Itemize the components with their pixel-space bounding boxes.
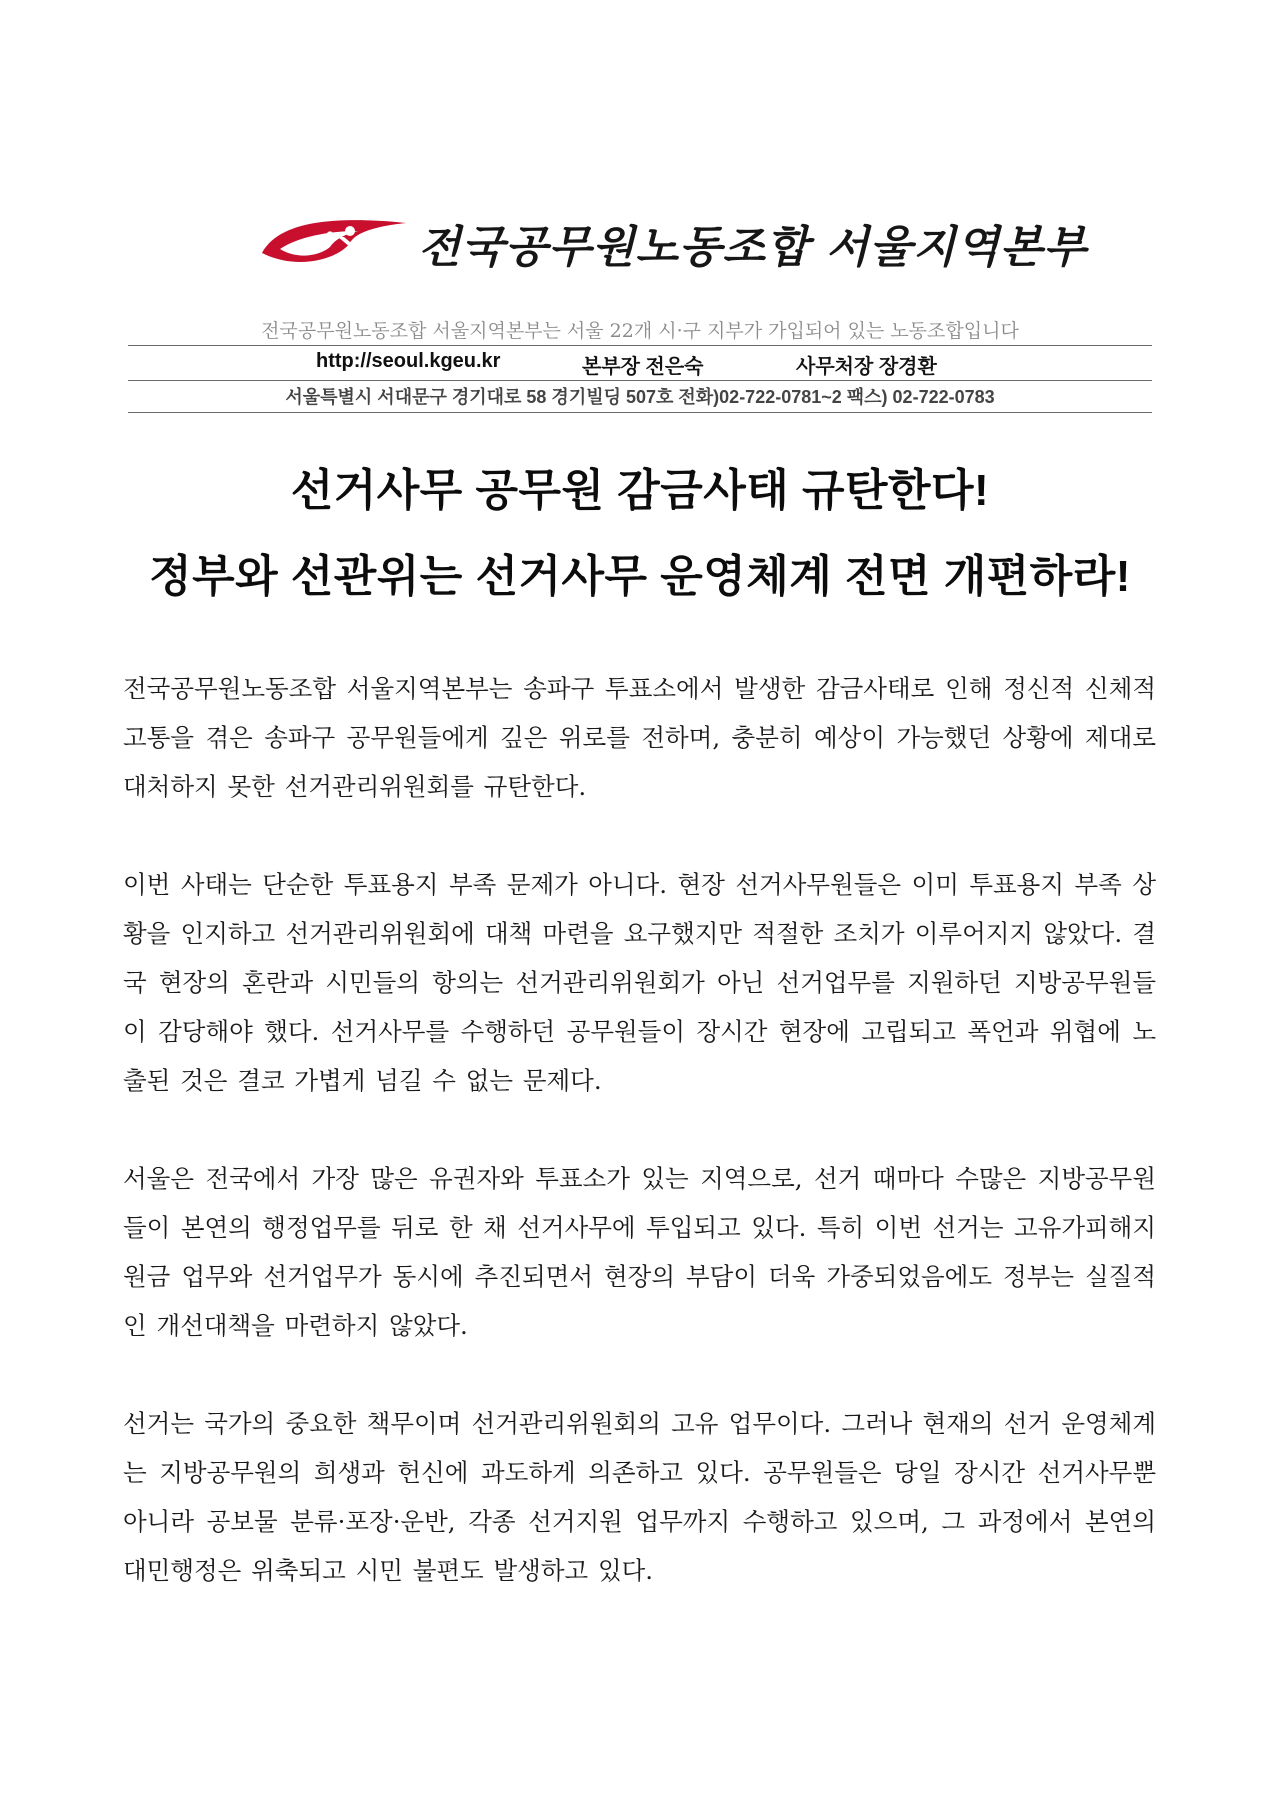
body-paragraph: 이번 사태는 단순한 투표용지 부족 문제가 아니다. 현장 선거사무원들은 이미 투표용지 부족 상황을 인지하고 선거관리위원회에 대책 마련을 요구했지만 적절한 조치가 이루어지지 않았다. 결국 현장의 혼란과 시민들의 항의는 선거관리위원회가 아닌 선거업무를 지원하던 지방공무원들이 감당해야 했다. 선거사무를 수행하던 공무원들이 장시간 현장에 고립되고 폭언과 위협에 노출된 것은 결코 가볍게 넘길 수 없는 문제다. xyxy=(123,870,1156,1095)
body-paragraph: 서울은 전국에서 가장 많은 유권자와 투표소가 있는 지역으로, 선거 때마다 수많은 지방공무원들이 본연의 행정업무를 뒤로 한 채 선거사무에 투입되고 있다. 특히 이번 선거는 고유가피해지원금 업무와 선거업무가 동시에 추진되면서 현장의 부담이 더욱 가중되었음에도 정부는 실질적인 개선대책을 마련하지 않았다. xyxy=(123,1164,1156,1340)
document-body xyxy=(123,664,1156,1595)
divider xyxy=(128,345,1152,346)
head-name: 본부장 전은숙 xyxy=(582,356,704,378)
body-paragraph: 전국공무원노동조합 서울지역본부는 송파구 투표소에서 발생한 감금사태로 인해 정신적 신체적 고통을 겪은 송파구 공무원들에게 깊은 위로를 전하며, 충분히 예상이 가능했던 상황에 제대로 대처하지 못한 선거관리위원회를 규탄한다. xyxy=(123,674,1156,801)
union-logo-icon xyxy=(258,213,408,271)
website-link[interactable]: http://seoul.kgeu.kr xyxy=(316,350,501,372)
address-line: 서울특별시 서대문구 경기대로 58 경기빌딩 507호 전화)02-722-0781~2 팩스) 02-722-0783 xyxy=(285,387,995,407)
organization-name: 전국공무원노동조합 서울지역본부 xyxy=(418,222,1087,273)
body-paragraph: 선거는 국가의 중요한 책무이며 선거관리위원회의 고유 업무이다. 그러나 현재의 선거 운영체계는 지방공무원의 희생과 헌신에 과도하게 의존하고 있다. 공무원들은 당일 장시간 선거사무뿐 아니라 공보물 분류·포장·운반, 각종 선거지원 업무까지 수행하고 있으며, 그 과정에서 본연의 대민행정은 위축되고 시민 불편도 발생하고 있다. xyxy=(123,1409,1156,1585)
letterhead xyxy=(258,207,1087,277)
document-title-line-1: 선거사무 공무원 감금사태 규탄한다! xyxy=(290,466,990,515)
divider xyxy=(128,412,1152,413)
letterhead-tagline: 전국공무원노동조합 서울지역본부는 서울 22개 시·구 지부가 가입되어 있는 노동조합입니다 xyxy=(261,320,1019,342)
contact-row xyxy=(128,350,1152,378)
secretary-name: 사무처장 장경환 xyxy=(796,356,937,378)
divider xyxy=(128,380,1152,381)
document-title-line-2: 정부와 선관위는 선거사무 운영체계 전면 개편하라! xyxy=(149,552,1131,601)
